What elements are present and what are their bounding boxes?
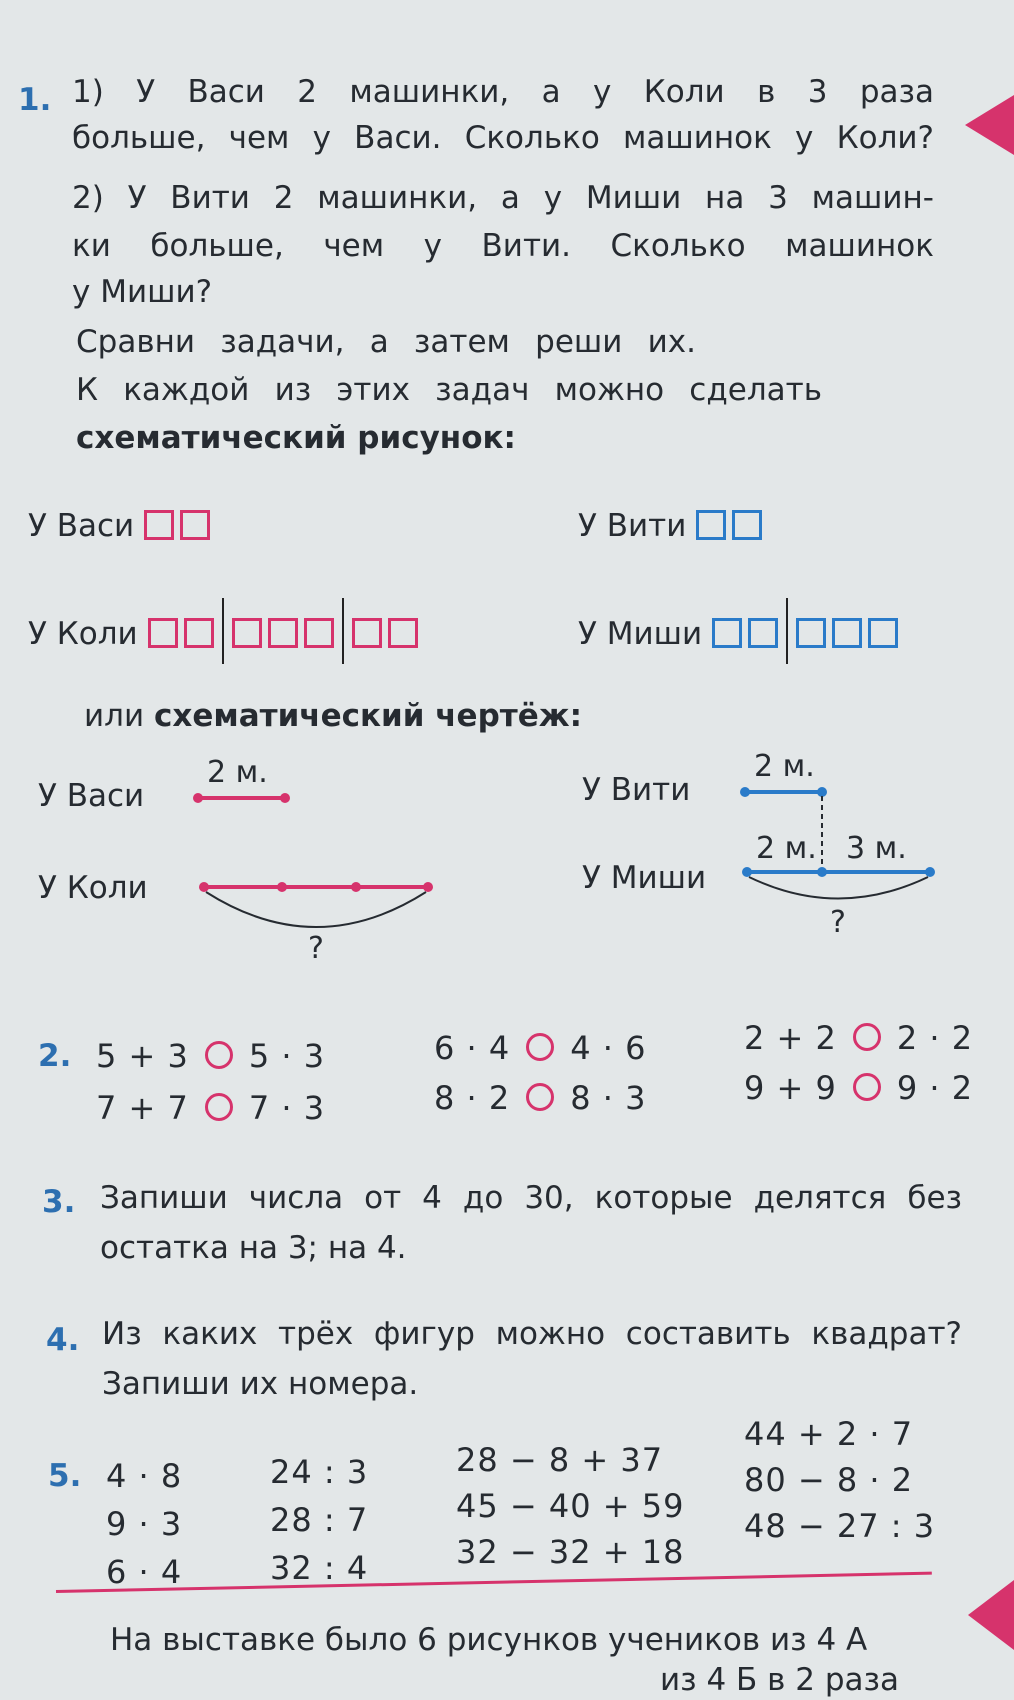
expr: 32 − 32 + 18 [456, 1533, 685, 1571]
drawing-intro-bold: схематический чертёж: [153, 698, 583, 734]
divider [786, 598, 788, 664]
schematic-drawing [0, 740, 1014, 980]
square [184, 618, 214, 648]
task1-line6: Сравни задачи, а затем реши их. [76, 324, 696, 360]
picture-kolya-row [28, 598, 424, 664]
compare-circle [205, 1041, 233, 1069]
compare-circle [526, 1083, 554, 1111]
drawing-intro [84, 696, 582, 736]
drawing-intro-prefix: или [84, 698, 145, 734]
picture-vitya-row [578, 506, 768, 546]
task1-number: 1. [18, 82, 52, 118]
square [748, 618, 778, 648]
kolya-question: ? [308, 931, 324, 966]
compare-circle [526, 1033, 554, 1061]
comparison-right: 2 · 2 [896, 1019, 974, 1057]
square [352, 618, 382, 648]
task1-line4: ки больше, чем у Вити. Сколько машинок [72, 228, 934, 264]
expr: 32 : 4 [270, 1549, 369, 1587]
square [304, 618, 334, 648]
task1-line8: схематический рисунок: [76, 420, 516, 456]
square [148, 618, 178, 648]
misha-length-b: 3 м. [846, 831, 907, 866]
vitya-length: 2 м. [754, 749, 815, 784]
segment-point [351, 882, 361, 892]
task6-line2: из 4 Б в 2 раза [660, 1662, 900, 1698]
expr: 44 + 2 · 7 [744, 1415, 914, 1453]
segment-point [280, 793, 290, 803]
square [232, 618, 262, 648]
expr: 28 : 7 [270, 1501, 369, 1539]
misha-brace [749, 877, 928, 899]
comparison-right: 8 · 3 [570, 1079, 647, 1117]
segment-point [423, 882, 433, 892]
comparison-left: 7 + 7 [96, 1089, 189, 1127]
square [696, 510, 726, 540]
drawing-vitya-label: У Вити [582, 772, 691, 808]
picture-vitya-label: У Вити [578, 508, 687, 544]
comparison-right: 9 · 2 [896, 1069, 974, 1107]
task3-number: 3. [42, 1184, 76, 1220]
task4-line1: Из каких трёх фигур можно составить квадрат? [102, 1316, 962, 1352]
expr: 48 − 27 : 3 [744, 1507, 936, 1545]
kolya-brace [206, 892, 426, 927]
compare-circle [853, 1073, 881, 1101]
square [388, 618, 418, 648]
square [712, 618, 742, 648]
expr: 4 · 8 [106, 1457, 183, 1495]
expr: 80 − 8 · 2 [744, 1461, 914, 1499]
segment-point [742, 867, 752, 877]
comparison-left: 8 · 2 [434, 1079, 511, 1117]
picture-kolya-label: У Коли [28, 616, 138, 652]
square [144, 510, 174, 540]
comparison-left: 6 · 4 [434, 1029, 511, 1067]
square [796, 618, 826, 648]
side-marker-bottom [968, 1580, 1014, 1650]
comparison [744, 1018, 973, 1058]
square [832, 618, 862, 648]
task3-line1: Запиши числа от 4 до 30, которые делятся без [100, 1180, 962, 1216]
comparison [96, 1088, 325, 1128]
comparison-left: 5 + 3 [96, 1037, 189, 1075]
drawing-vasya-label: У Васи [38, 778, 145, 814]
task1-line5: у Миши? [72, 274, 213, 310]
divider [222, 598, 224, 664]
expr: 9 · 3 [106, 1505, 183, 1543]
segment-point [817, 787, 827, 797]
drawing-kolya-label: У Коли [38, 870, 148, 906]
compare-circle [205, 1093, 233, 1121]
comparison [434, 1078, 646, 1118]
segment-point [740, 787, 750, 797]
square [180, 510, 210, 540]
comparison-right: 5 · 3 [248, 1037, 326, 1075]
expr: 28 − 8 + 37 [456, 1441, 664, 1479]
comparison-right: 4 · 6 [570, 1029, 647, 1067]
segment-point [199, 882, 209, 892]
task3-line2: остатка на 3; на 4. [100, 1230, 407, 1266]
comparison-right: 7 · 3 [248, 1089, 326, 1127]
square [732, 510, 762, 540]
picture-vasya-row [28, 506, 216, 546]
segment-point [277, 882, 287, 892]
task1-line1: 1) У Васи 2 машинки, а у Коли в 3 раза [72, 74, 934, 110]
task2-number: 2. [38, 1038, 72, 1074]
expr: 24 : 3 [270, 1453, 369, 1491]
picture-misha-label: У Миши [578, 616, 703, 652]
comparison-left: 9 + 9 [744, 1069, 837, 1107]
comparison-left: 2 + 2 [744, 1019, 837, 1057]
comparison [434, 1028, 646, 1068]
separator-line [56, 1572, 932, 1593]
task1-line2: больше, чем у Васи. Сколько машинок у Коли? [72, 120, 934, 156]
drawing-misha-label: У Миши [582, 860, 707, 896]
segment-point [817, 867, 827, 877]
square [868, 618, 898, 648]
expr: 45 − 40 + 59 [456, 1487, 685, 1525]
comparison [744, 1068, 973, 1108]
misha-length-a: 2 м. [756, 831, 817, 866]
task1-line7: К каждой из этих задач можно сделать [76, 372, 822, 408]
task4-line2: Запиши их номера. [102, 1366, 419, 1402]
vasya-length: 2 м. [207, 755, 268, 790]
segment-point [925, 867, 935, 877]
comparison [96, 1036, 325, 1076]
misha-question: ? [830, 905, 846, 940]
square [268, 618, 298, 648]
side-marker [965, 95, 1014, 155]
segment-point [193, 793, 203, 803]
task1-line3: 2) У Вити 2 машинки, а у Миши на 3 машин- [72, 180, 934, 216]
compare-circle [853, 1023, 881, 1051]
picture-misha-row [578, 598, 904, 664]
expr: 6 · 4 [106, 1553, 183, 1591]
divider [342, 598, 344, 664]
task4-number: 4. [46, 1322, 80, 1358]
task6-line1: На выставке было 6 рисунков учеников из 4 А [110, 1622, 868, 1658]
task5-number: 5. [48, 1458, 82, 1494]
picture-vasya-label: У Васи [28, 508, 135, 544]
